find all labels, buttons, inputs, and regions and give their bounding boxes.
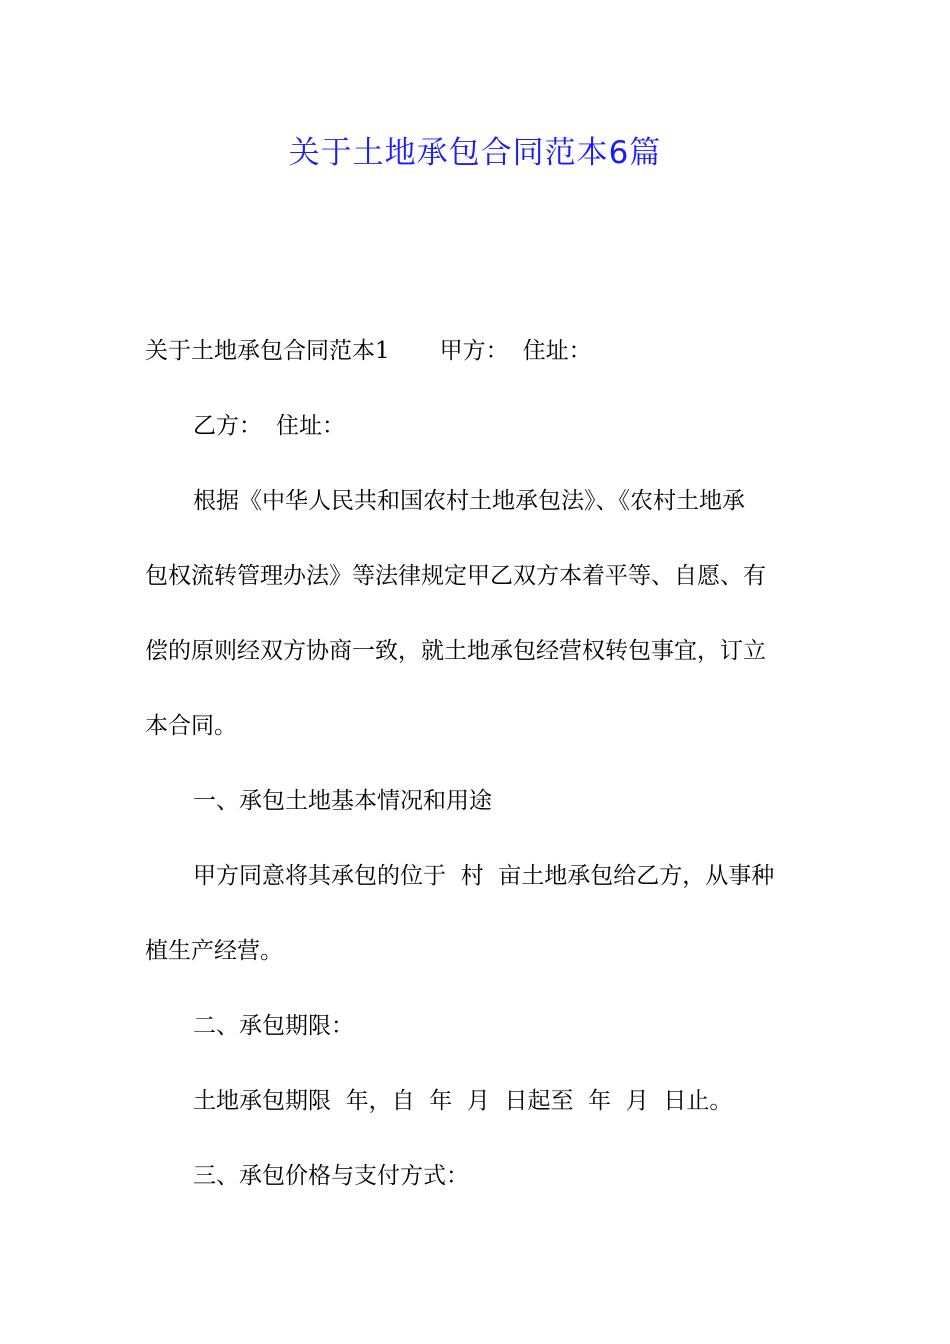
section-2-text: 土地承包期限 年，自 年 月 日起至 年 月 日止。	[193, 1088, 733, 1114]
preamble-paragraph	[145, 483, 805, 745]
document-title: 关于土地承包合同范本6篇	[288, 135, 662, 171]
section-1-line: 甲方同意将其承包的位于 村 亩土地承包给乙方，从事种	[193, 863, 775, 889]
section-1-paragraph	[145, 858, 805, 970]
document-body	[145, 333, 805, 1195]
section-3-heading: 三、承包价格与支付方式：	[193, 1163, 469, 1189]
preamble-line: 偿的原则经双方协商一致，就土地承包经营权转包事宜，订立	[145, 638, 766, 664]
preamble-line: 根据《中华人民共和国农村土地承包法》、《农村土地承	[193, 488, 745, 514]
party-b-address-label: 住址：	[276, 413, 345, 439]
contract-header-line	[145, 333, 805, 370]
contract-heading: 关于土地承包合同范本1	[145, 338, 390, 364]
section-2-heading: 二、承包期限：	[193, 1013, 354, 1039]
section-1-heading: 一、承包土地基本情况和用途	[193, 788, 492, 814]
section-1-line: 植生产经营。	[145, 938, 283, 964]
party-a-label: 甲方：	[439, 338, 509, 364]
party-b-line	[145, 408, 805, 445]
preamble-line: 本合同。	[145, 713, 237, 739]
party-b-label: 乙方：	[193, 413, 262, 439]
preamble-line: 包权流转管理办法》等法律规定甲乙双方本着平等、自愿、有	[145, 563, 766, 589]
party-a-address-label: 住址：	[522, 338, 592, 364]
